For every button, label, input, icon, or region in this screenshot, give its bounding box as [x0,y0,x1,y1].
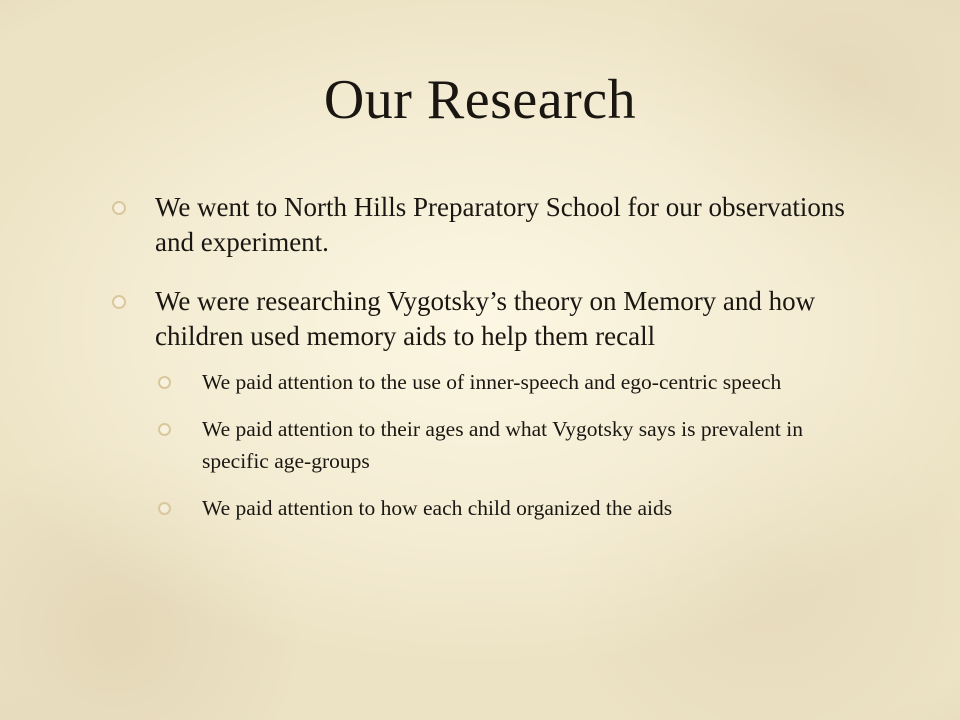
sub-bullet-circle-icon [158,376,171,389]
slide-title: Our Research [323,69,637,131]
sub-bullet-item [105,366,875,398]
bullet-text: We went to North Hills Preparatory School for our observations and experiment. [155,192,845,257]
sub-bullet-text: We paid attention to their ages and what Vygotsky says is prevalent in specific age-groups [202,417,803,473]
bullet-item [105,190,875,260]
sub-bullet-item [105,413,875,477]
sub-bullet-list [105,366,875,524]
sub-bullet-circle-icon [158,423,171,436]
bullet-circle-icon [112,201,126,215]
sub-bullet-text: We paid attention to the use of inner-speech and ego-centric speech [202,370,782,394]
sub-bullet-circle-icon [158,502,171,515]
sub-bullet-item [105,492,875,524]
bullet-item [105,284,875,354]
slide-content [105,190,875,539]
bullet-text: We were researching Vygotsky’s theory on Memory and how children used memory aids to help them recall [155,286,816,351]
sub-bullet-text: We paid attention to how each child organized the aids [202,496,673,520]
bullet-circle-icon [112,295,126,309]
